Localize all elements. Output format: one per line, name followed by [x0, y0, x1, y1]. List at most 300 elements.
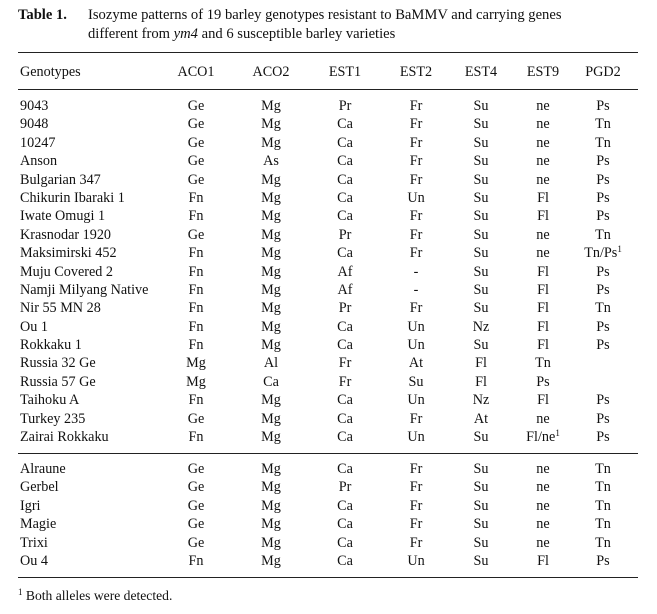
cell-text: Fr	[338, 355, 352, 372]
table-cell	[451, 115, 511, 133]
cell-text: Su	[473, 479, 489, 496]
cell-text: Ca	[337, 461, 353, 477]
cell-text: Un	[407, 189, 425, 206]
table-cell	[241, 244, 301, 262]
cell-text: Su	[473, 300, 489, 317]
cell-text: Muju Covered 2	[20, 263, 113, 280]
cell-text: Ge	[187, 134, 205, 151]
table-cell	[241, 318, 301, 336]
table-cell	[513, 354, 573, 372]
table-row	[18, 263, 638, 281]
table-cell	[315, 354, 375, 372]
cell-text: Gerbel	[20, 479, 59, 496]
table-cell	[573, 134, 633, 152]
table-cell	[386, 134, 446, 152]
table-row	[18, 299, 638, 317]
table-cell	[166, 391, 226, 409]
table-cell	[573, 428, 633, 446]
cell-text: Nir 55 MN 28	[20, 300, 101, 317]
genotype-name-cell	[20, 336, 82, 354]
cell-text: As	[263, 153, 279, 170]
cell-text: Anson	[20, 153, 58, 170]
cell-text: Fr	[409, 153, 423, 170]
cell-text: Su	[473, 134, 489, 151]
table-cell	[315, 373, 375, 391]
table-row	[18, 391, 638, 409]
cell-text: Un	[407, 392, 425, 409]
cell-text: Mg	[261, 429, 281, 446]
cell-text: Tn	[595, 134, 611, 151]
cell-text: Tn/Ps	[584, 245, 618, 262]
header-row	[18, 63, 638, 81]
genotype-name-cell	[20, 207, 105, 225]
table-cell	[386, 152, 446, 170]
group-separator-rule	[18, 453, 638, 454]
table-cell	[386, 391, 446, 409]
cell-text: Ca	[337, 429, 353, 446]
table-cell	[315, 428, 375, 446]
cell-text: Rokkaku 1	[20, 337, 82, 354]
table-cell	[513, 410, 573, 428]
caption-text-1: Isozyme patterns of 19 barley genotypes resistant to BaMMV and carrying genes	[88, 7, 562, 23]
table-cell	[513, 497, 573, 515]
table-row	[18, 318, 638, 336]
genotype-name-cell	[20, 497, 41, 515]
cell-text: Ge	[187, 226, 205, 243]
cell-text: Alraune	[20, 461, 66, 477]
table-cell	[451, 226, 511, 244]
table-cell	[573, 97, 633, 115]
table-cell	[241, 515, 301, 533]
table-cell	[513, 281, 573, 299]
cell-text: Fr	[409, 171, 423, 188]
cell-text: Fr	[409, 208, 423, 225]
cell-text: 9048	[20, 116, 49, 133]
table-row	[18, 373, 638, 391]
table-cell	[513, 373, 573, 391]
cell-text: At	[473, 410, 489, 427]
cell-text: Russia 57 Ge	[20, 373, 96, 390]
table-row	[18, 97, 638, 115]
genotype-name-cell	[20, 299, 101, 317]
table-cell	[386, 534, 446, 552]
cell-text: Pr	[338, 300, 352, 317]
cell-text: Pr	[338, 226, 352, 243]
table-cell	[241, 410, 301, 428]
cell-text: Mg	[261, 281, 281, 298]
cell-text: Su	[473, 208, 489, 225]
table-cell	[315, 552, 375, 570]
cell-text: Mg	[186, 355, 206, 372]
table-cell	[241, 207, 301, 225]
table-cell	[451, 373, 511, 391]
table-cell	[315, 226, 375, 244]
table-cell	[166, 354, 226, 372]
cell-text: Ou 4	[20, 552, 48, 569]
table-cell	[513, 134, 573, 152]
cell-text: ne	[536, 497, 550, 514]
table-cell	[573, 189, 633, 207]
cell-text: Mg	[261, 461, 281, 477]
cell-text: Nz	[472, 392, 490, 409]
resistant-genotypes-body	[18, 97, 638, 446]
cell-text: ne	[536, 134, 550, 151]
cell-text: ne	[536, 226, 550, 243]
table-cell	[241, 534, 301, 552]
cell-text: Tn	[595, 479, 611, 496]
table-cell	[315, 244, 375, 262]
cell-text: Mg	[261, 410, 281, 427]
cell-text: Ca	[337, 116, 353, 133]
table-cell	[386, 515, 446, 533]
header-genotypes: Genotypes	[20, 64, 81, 80]
table-row	[18, 428, 638, 446]
genotype-name-cell	[20, 534, 48, 552]
table-cell	[386, 226, 446, 244]
top-rule	[18, 52, 638, 53]
table-cell	[241, 497, 301, 515]
table-cell	[451, 515, 511, 533]
cell-text: Fr	[409, 226, 423, 243]
cell-text: Fr	[409, 479, 423, 496]
cell-text: Zairai Rokkaku	[20, 429, 109, 446]
cell-text: Nz	[472, 318, 490, 335]
header-est1: EST1	[328, 64, 362, 80]
footnote-mark: 1	[18, 587, 23, 597]
cell-text: Tn	[595, 300, 611, 317]
table-cell	[386, 263, 446, 281]
table-cell	[451, 281, 511, 299]
table-cell	[386, 460, 446, 478]
cell-text: Fl	[475, 373, 487, 390]
table-cell	[386, 354, 446, 372]
header-est4: EST4	[464, 64, 498, 80]
cell-text: Mg	[261, 552, 281, 569]
table-cell	[513, 171, 573, 189]
cell-text: Krasnodar 1920	[20, 226, 112, 243]
table-cell	[386, 115, 446, 133]
table-cell	[573, 410, 633, 428]
cell-text: Ge	[187, 497, 205, 514]
cell-text: Pr	[338, 98, 352, 114]
table-cell	[166, 152, 226, 170]
caption-line-2	[18, 25, 638, 44]
cell-text: ne	[536, 410, 550, 427]
table-cell	[315, 336, 375, 354]
caption-gene-name: ym4	[173, 26, 198, 42]
cell-text: Ps	[596, 263, 610, 280]
table-cell	[451, 244, 511, 262]
cell-text: Su	[473, 226, 489, 243]
table-cell	[315, 207, 375, 225]
cell-text: Un	[407, 337, 425, 354]
cell-text: Ps	[596, 189, 610, 206]
cell-text: Fl	[537, 392, 549, 409]
cell-text: Fn	[188, 318, 204, 335]
cell-text: ne	[536, 516, 550, 533]
cell-text: Mg	[261, 318, 281, 335]
table-cell	[451, 534, 511, 552]
cell-text: Ge	[187, 98, 205, 114]
cell-text: Ps	[596, 392, 610, 409]
table-row	[18, 244, 638, 262]
cell-text: Su	[473, 516, 489, 533]
table-cell	[315, 410, 375, 428]
cell-text: Ps	[596, 410, 610, 427]
genotype-name-cell	[20, 428, 109, 446]
table-cell	[241, 226, 301, 244]
susceptible-varieties-body	[18, 460, 638, 570]
cell-text: Fl	[537, 318, 549, 335]
table-label: Table 1.	[18, 7, 67, 23]
cell-text: Fr	[409, 134, 423, 151]
genotype-name-cell	[20, 115, 48, 133]
table-cell	[166, 460, 226, 478]
cell-text: Fl	[537, 300, 549, 317]
cell-text: Fl/ne	[526, 429, 556, 446]
cell-text: Fn	[188, 281, 204, 298]
cell-text: Mg	[261, 263, 281, 280]
table-cell	[241, 152, 301, 170]
table-cell	[315, 152, 375, 170]
table-cell	[166, 115, 226, 133]
cell-text: Mg	[261, 516, 281, 533]
cell-text: Tn	[595, 516, 611, 533]
table-cell	[513, 552, 573, 570]
table-cell	[241, 354, 301, 372]
table-cell	[573, 207, 633, 225]
cell-text: Fl	[537, 552, 549, 569]
cell-text: Fl	[475, 355, 487, 372]
cell-text: Fr	[409, 116, 423, 133]
table-cell	[315, 460, 375, 478]
table-cell	[241, 478, 301, 496]
cell-text: Su	[473, 534, 489, 551]
cell-text: Mg	[261, 98, 281, 114]
table-cell	[513, 244, 573, 262]
footnote-marker: 1	[555, 428, 560, 439]
table-cell	[166, 428, 226, 446]
table-cell	[241, 336, 301, 354]
cell-text: Fr	[409, 245, 423, 262]
table-row	[18, 336, 638, 354]
table-cell	[386, 497, 446, 515]
table-cell	[513, 336, 573, 354]
table-cell	[451, 391, 511, 409]
table-cell	[166, 263, 226, 281]
table-cell	[573, 263, 633, 281]
table-cell	[573, 478, 633, 496]
cell-text: Ca	[337, 552, 353, 569]
genotype-name-cell	[20, 263, 113, 281]
table-cell	[315, 263, 375, 281]
cell-text: Igri	[20, 497, 41, 514]
table-cell	[451, 189, 511, 207]
table-cell	[241, 299, 301, 317]
cell-text: Ps	[596, 281, 610, 298]
genotype-name-cell	[20, 134, 55, 152]
table-cell	[451, 336, 511, 354]
table-cell	[451, 207, 511, 225]
table-cell	[386, 97, 446, 115]
table-cell	[513, 207, 573, 225]
header-row-container	[18, 63, 638, 81]
table-cell	[386, 318, 446, 336]
cell-text: Mg	[261, 479, 281, 496]
table-cell	[166, 497, 226, 515]
table-row	[18, 226, 638, 244]
cell-text: Ca	[337, 410, 353, 427]
table-row	[18, 478, 638, 496]
table-cell	[315, 534, 375, 552]
table-cell	[573, 281, 633, 299]
table-cell	[315, 97, 375, 115]
table-cell	[315, 497, 375, 515]
table-row	[18, 515, 638, 533]
table-cell	[166, 478, 226, 496]
cell-text: Ca	[337, 171, 353, 188]
cell-text: Tn	[595, 497, 611, 514]
cell-text: Namji Milyang Native	[20, 281, 149, 298]
cell-text: Ca	[337, 189, 353, 206]
table-cell	[166, 410, 226, 428]
table-cell	[241, 97, 301, 115]
table-cell	[241, 428, 301, 446]
cell-text: Fr	[409, 98, 423, 114]
table-cell	[451, 410, 511, 428]
table-cell	[166, 171, 226, 189]
cell-text: Su	[473, 552, 489, 569]
cell-text: Su	[473, 263, 489, 280]
cell-text: Fr	[409, 300, 423, 317]
cell-text: Ps	[596, 552, 610, 569]
genotype-name-cell	[20, 318, 48, 336]
table-cell	[386, 299, 446, 317]
table-cell	[166, 189, 226, 207]
cell-text: Fl	[537, 281, 549, 298]
genotype-name-cell	[20, 478, 59, 496]
cell-text: Tn	[595, 461, 611, 477]
cell-text: Ca	[337, 392, 353, 409]
cell-text: Tn	[595, 116, 611, 133]
cell-text: Tn	[595, 534, 611, 551]
cell-text: ne	[536, 461, 550, 477]
cell-text: 10247	[20, 134, 56, 151]
table-cell	[315, 515, 375, 533]
table-cell	[315, 281, 375, 299]
cell-text: Mg	[261, 116, 281, 133]
genotype-name-cell	[20, 460, 66, 478]
cell-text: -	[413, 263, 419, 280]
table-cell	[386, 171, 446, 189]
genotype-name-cell	[20, 410, 85, 428]
table-cell	[513, 428, 573, 446]
table-cell	[166, 134, 226, 152]
cell-text: Ps	[596, 98, 610, 114]
cell-text: Mg	[261, 497, 281, 514]
table-cell	[573, 497, 633, 515]
cell-text: ne	[536, 98, 550, 114]
table-cell	[166, 97, 226, 115]
table-cell	[451, 552, 511, 570]
cell-text: Su	[408, 373, 424, 390]
cell-text: Russia 32 Ge	[20, 355, 96, 372]
cell-text: Trixi	[20, 534, 48, 551]
table-cell	[241, 391, 301, 409]
cell-text: Ps	[596, 153, 610, 170]
table-cell	[513, 299, 573, 317]
table-cell	[166, 281, 226, 299]
cell-text: ne	[536, 116, 550, 133]
cell-text: Su	[473, 98, 489, 114]
table-cell	[241, 460, 301, 478]
cell-text: Su	[473, 245, 489, 262]
table-cell	[241, 373, 301, 391]
footnote-text: Both alleles were detected.	[22, 588, 173, 603]
table-cell	[315, 189, 375, 207]
cell-text: Ca	[337, 153, 353, 170]
cell-text: Ps	[596, 337, 610, 354]
genotype-name-cell	[20, 244, 117, 262]
cell-text: Ge	[187, 461, 205, 477]
table-cell	[573, 115, 633, 133]
table-caption	[18, 6, 638, 44]
cell-text: Al	[263, 355, 279, 372]
caption-line-1	[18, 6, 638, 25]
table-cell	[513, 391, 573, 409]
cell-text: Turkey 235	[20, 410, 86, 427]
table-cell	[386, 207, 446, 225]
cell-text: Mg	[261, 226, 281, 243]
table-cell	[315, 318, 375, 336]
header-rule	[18, 89, 638, 90]
cell-text: Tn	[595, 226, 611, 243]
cell-text: Mg	[261, 171, 281, 188]
table-row	[18, 189, 638, 207]
cell-text: Chikurin Ibaraki 1	[20, 189, 125, 206]
cell-text: Fl	[537, 337, 549, 354]
cell-text: Fn	[188, 552, 204, 569]
cell-text: At	[408, 355, 424, 372]
table-cell	[573, 515, 633, 533]
cell-text: Ps	[596, 171, 610, 188]
cell-text: Ca	[337, 534, 353, 551]
cell-text: Fn	[188, 263, 204, 280]
table-cell	[386, 244, 446, 262]
table-cell	[451, 354, 511, 372]
genotype-name-cell	[20, 226, 111, 244]
table-cell	[315, 299, 375, 317]
table-cell	[513, 318, 573, 336]
table-cell	[513, 152, 573, 170]
cell-text: ne	[536, 479, 550, 496]
table-row	[18, 534, 638, 552]
cell-text: Fl	[537, 208, 549, 225]
table-row	[18, 115, 638, 133]
table-cell	[573, 534, 633, 552]
cell-text: Mg	[261, 245, 281, 262]
cell-text: Fn	[188, 337, 204, 354]
cell-text: Ca	[337, 497, 353, 514]
cell-text: Bulgarian 347	[20, 171, 101, 188]
cell-text: Fl	[537, 189, 549, 206]
table-cell	[315, 115, 375, 133]
cell-text: Su	[473, 497, 489, 514]
cell-text: Mg	[261, 189, 281, 206]
table-cell	[166, 515, 226, 533]
table-cell	[241, 552, 301, 570]
cell-text: Ge	[187, 410, 205, 427]
